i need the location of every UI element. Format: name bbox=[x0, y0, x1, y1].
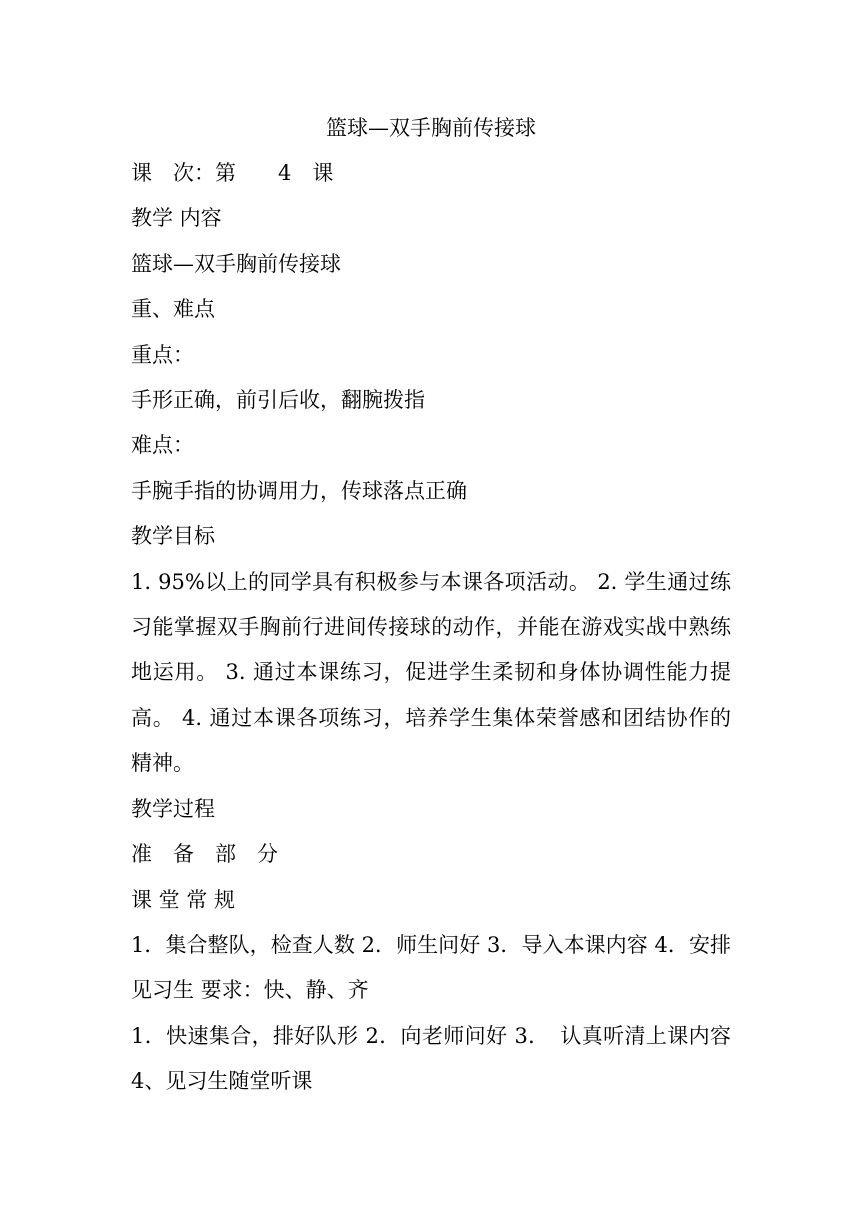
preparation-section: 准 备 部 分 bbox=[131, 842, 278, 867]
student-steps-paragraph: 1．快速集合，排好队形 2．向老师问好 3． 认真听清上课内容 4、见习生随堂听课 bbox=[131, 1023, 731, 1094]
objectives-heading: 教学目标 bbox=[131, 524, 215, 549]
document-body bbox=[131, 106, 731, 1105]
lesson-number: 课 次：第 4 课 bbox=[131, 161, 334, 185]
key-difficult-heading: 重、难点 bbox=[131, 297, 215, 322]
teaching-content-heading: 教学 内容 bbox=[131, 206, 222, 231]
teacher-steps-paragraph: 1．集合整队，检查人数 2．师生问好 3．导入本课内容 4．安排见习生 要求：快、静、齐 bbox=[131, 932, 731, 1003]
difficult-points: 手腕手指的协调用力，传球落点正确 bbox=[131, 478, 467, 503]
process-heading: 教学过程 bbox=[131, 796, 215, 821]
document-title: 篮球—双手胸前传接球 bbox=[326, 116, 536, 140]
key-points: 手形正确，前引后收，翻腕拨指 bbox=[131, 388, 425, 413]
routine-heading: 课 堂 常 规 bbox=[131, 887, 236, 912]
objectives-paragraph: 1. 95%以上的同学具有积极参与本课各项活动。 2. 学生通过练习能掌握双手胸前行进间传接球的动作，并能在游戏实战中熟练地运用。 3. 通过本课练习，促进学生柔韧和身体协调性能力提高。 4. 通过本课各项练习，培养学生集体荣誉感和团结协作的精神。 bbox=[131, 569, 731, 776]
difficult-points-label: 难点： bbox=[131, 433, 194, 458]
key-points-label: 重点： bbox=[131, 342, 194, 367]
teaching-content: 篮球—双手胸前传接球 bbox=[131, 251, 341, 276]
